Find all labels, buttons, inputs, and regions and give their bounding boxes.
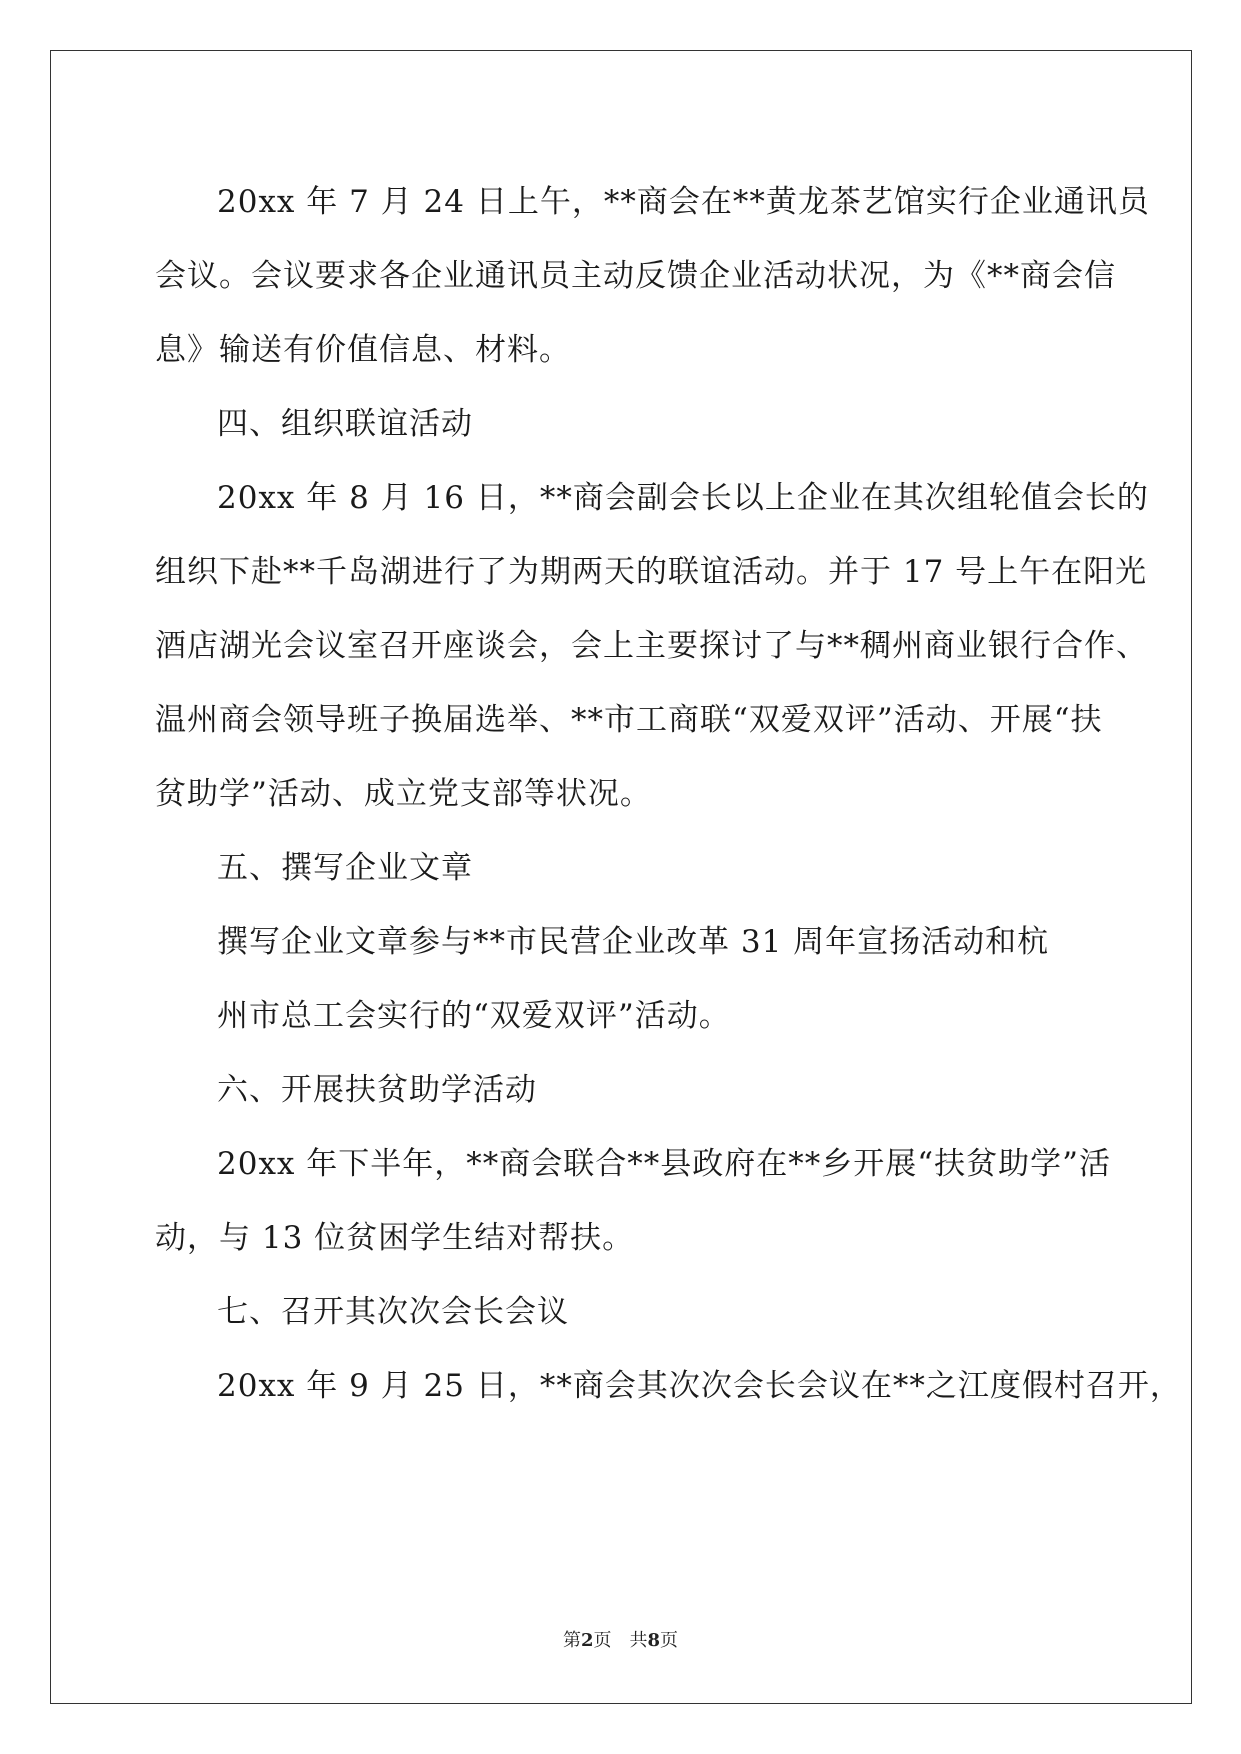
- text-line: 组织下赴**千岛湖进行了为期两天的联谊活动。并于 17 号上午在阳光: [155, 554, 1148, 590]
- text-line: 20xx 年 7 月 24 日上午，**商会在**黄龙茶艺馆实行企业通讯员: [217, 184, 1150, 220]
- text-line: 温州商会领导班子换届选举、**市工商联“双爱双评”活动、开展“扶: [155, 702, 1103, 738]
- paragraph: [155, 979, 1105, 1053]
- footer-prefix: 第: [562, 1630, 581, 1651]
- paragraph: [155, 905, 1105, 979]
- text-line: 20xx 年 8 月 16 日，**商会副会长以上企业在其次组轮值会长的: [217, 480, 1149, 516]
- section-heading: 七、召开其次次会长会议: [217, 1294, 569, 1330]
- paragraph: [155, 1349, 1182, 1423]
- text-line: 撰写企业文章参与**市民营企业改革 31 周年宣扬活动和杭: [217, 924, 1050, 960]
- text-line: 州市总工会实行的“双爱双评”活动。: [217, 998, 731, 1034]
- page-footer: [0, 1626, 1241, 1652]
- text-line: 动，与 13 位贫困学生结对帮扶。: [155, 1220, 635, 1256]
- text-line: 20xx 年 9 月 25 日，**商会其次次会长会议在**之江度假村召开，: [217, 1368, 1182, 1404]
- current-page-number: 2: [580, 1630, 594, 1651]
- footer-suffix: 页: [660, 1630, 679, 1651]
- text-line: 贫助学”活动、成立党支部等状况。: [155, 776, 652, 812]
- text-line: 会议。会议要求各企业通讯员主动反馈企业活动状况，为《**商会信: [155, 258, 1116, 294]
- paragraph: [155, 165, 1150, 387]
- footer-middle: 页 共: [593, 1630, 648, 1651]
- text-line: 酒店湖光会议室召开座谈会，会上主要探讨了与**稠州商业银行合作、: [155, 628, 1148, 664]
- section-heading: 六、开展扶贫助学活动: [217, 1072, 537, 1108]
- text-line: 20xx 年下半年，**商会联合**县政府在**乡开展“扶贫助学”活: [217, 1146, 1111, 1182]
- section-heading: 五、撰写企业文章: [217, 850, 473, 886]
- paragraph: [155, 461, 1149, 831]
- document-body: [155, 165, 1182, 1423]
- paragraph: [155, 1127, 1111, 1275]
- section-heading: 四、组织联谊活动: [217, 406, 473, 442]
- total-page-count: 8: [647, 1630, 661, 1651]
- text-line: 息》输送有价值信息、材料。: [155, 332, 571, 368]
